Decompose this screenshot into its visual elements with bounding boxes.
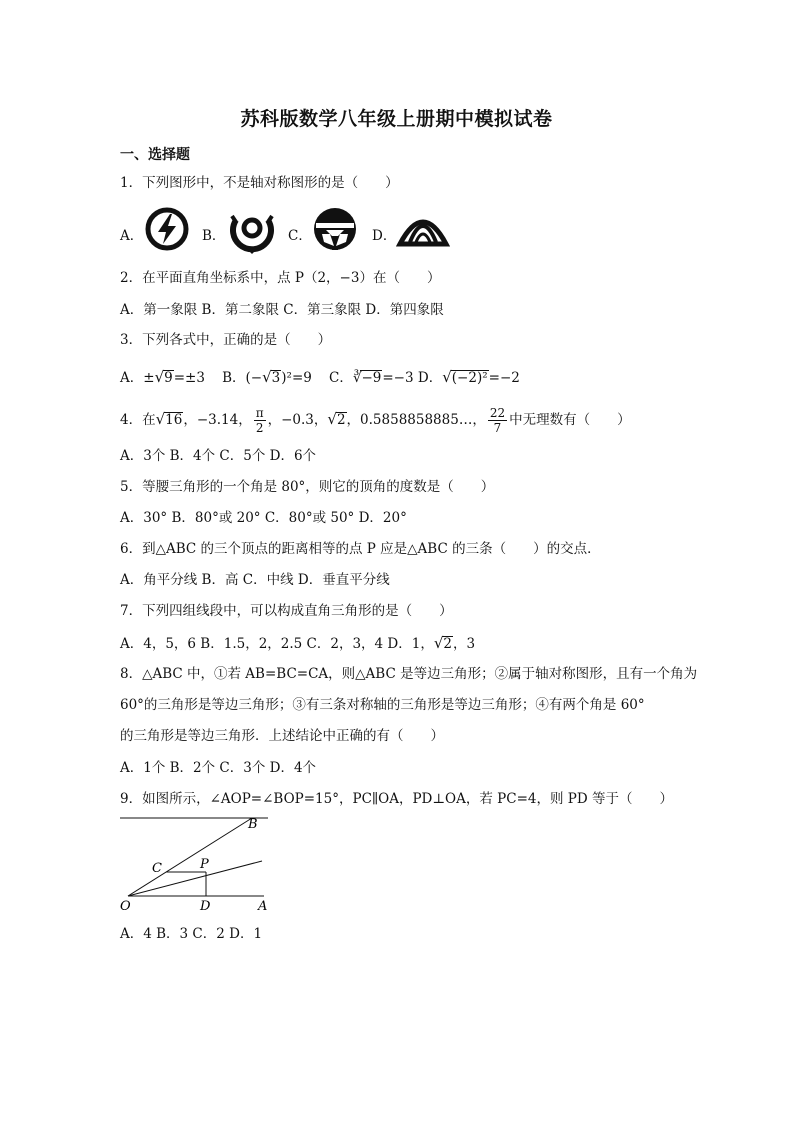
option-b-radicand: 3 xyxy=(271,370,281,386)
radical-sign: √ xyxy=(154,368,165,386)
label-b: B xyxy=(248,817,258,832)
fraction-numerator: 22 xyxy=(489,406,506,420)
radical-sign: √ xyxy=(155,410,166,428)
ring-arc-icon xyxy=(228,206,276,256)
question-3-options xyxy=(120,368,520,387)
question-8-options: A．1个 B．2个 C．3个 D．4个 xyxy=(120,760,317,776)
q4-text-3: ，0.5858858885…， xyxy=(346,412,486,428)
question-2-options: A．第一象限 B．第二象限 C．第三象限 D．第四象限 xyxy=(120,302,444,318)
radical-sign: √ xyxy=(433,634,444,652)
label-c: C xyxy=(152,861,162,876)
option-b-label: B． xyxy=(202,228,226,244)
option-c-label: C． xyxy=(288,228,312,244)
question-2-stem: 2．在平面直角坐标系中，点 P（2，−3）在（ ） xyxy=(120,270,441,286)
question-7-options xyxy=(120,634,475,653)
question-5-options: A．30° B．80°或 20° C．80°或 50° D．20° xyxy=(120,510,407,526)
q4-radicand-2: 2 xyxy=(336,412,346,428)
q4-text-1: ，−3.14， xyxy=(183,412,252,428)
option-c-prefix: C．∛ xyxy=(329,370,362,386)
question-5-stem: 5．等腰三角形的一个角是 80°，则它的顶角的度数是（ ） xyxy=(120,479,495,495)
arch-triangle-icon xyxy=(396,206,450,250)
option-d-label: D． xyxy=(372,228,397,244)
option-a-suffix: =±3 xyxy=(173,370,205,386)
q4-fraction-1 xyxy=(254,406,266,435)
fraction-numerator: π xyxy=(255,406,264,420)
question-8-line-1: 8．△ABC 中，①若 AB=BC=CA，则△ABC 是等边三角形；②属于轴对称图形，且有一个角为 xyxy=(120,666,698,682)
section-heading: 一、选择题 xyxy=(120,147,190,163)
q4-text-2: ，−0.3， xyxy=(267,412,328,428)
angle-diagram xyxy=(116,812,276,916)
lightning-circle-icon xyxy=(144,206,190,252)
page-title: 苏科版数学八年级上册期中模拟试卷 xyxy=(240,108,553,130)
question-3-stem: 3．下列各式中，正确的是（ ） xyxy=(120,332,332,348)
option-c-radicand: −9 xyxy=(361,370,382,386)
fraction-denominator: 7 xyxy=(493,421,502,435)
question-8-line-2: 60°的三角形是等边三角形；③有三条对称轴的三角形是等边三角形；④有两个角是 60° xyxy=(120,697,645,713)
option-a-prefix: A．± xyxy=(120,370,155,386)
option-b-prefix: B．(− xyxy=(222,370,263,386)
q7-radicand: 2 xyxy=(443,636,453,652)
q4-radicand-1: 16 xyxy=(165,412,183,428)
q7-options-prefix: A．4，5，6 B．1.5，2，2.5 C．2，3，4 D．1， xyxy=(120,636,434,652)
question-7-stem: 7．下列四组线段中，可以构成直角三角形的是（ ） xyxy=(120,603,453,619)
radical-sign: √ xyxy=(442,368,452,386)
option-a-label: A． xyxy=(120,228,144,244)
q4-fraction-2 xyxy=(488,406,507,435)
label-p: P xyxy=(200,857,209,872)
option-b-suffix: )²=9 xyxy=(281,370,312,386)
hat-circle-icon xyxy=(312,206,358,252)
question-9-stem: 9．如图所示，∠AOP=∠BOP=15°，PC∥OA，PD⊥OA，若 PC=4，则 PD 等于（ ） xyxy=(120,791,673,807)
option-d-suffix: =−2 xyxy=(488,370,520,386)
q4-prefix: 4．在 xyxy=(120,412,156,428)
label-d: D xyxy=(200,899,211,914)
label-a: A xyxy=(258,899,268,914)
question-6-options: A．角平分线 B．高 C．中线 D．垂直平分线 xyxy=(120,572,390,588)
question-9-options: A．4 B．3 C．2 D．1 xyxy=(120,926,263,942)
radical-sign: √ xyxy=(327,410,337,428)
option-c-suffix: =−3 xyxy=(382,370,414,386)
label-o: O xyxy=(120,899,131,914)
ray-op xyxy=(128,861,262,896)
q7-options-suffix: ，3 xyxy=(453,636,476,652)
fraction-denominator: 2 xyxy=(255,421,264,435)
question-8-line-3: 的三角形是等边三角形．上述结论中正确的有（ ） xyxy=(120,728,444,744)
q4-suffix: 中无理数有（ ） xyxy=(509,412,631,428)
ray-ob xyxy=(128,818,252,896)
question-1-stem: 1．下列图形中，不是轴对称图形的是（ ） xyxy=(120,175,399,191)
question-4-stem xyxy=(120,406,631,435)
radical-sign: √ xyxy=(262,368,272,386)
option-d-prefix: D． xyxy=(417,370,443,386)
question-6-stem: 6．到△ABC 的三个顶点的距离相等的点 P 应是△ABC 的三条（ ）的交点． xyxy=(120,541,601,557)
option-a-radicand: 9 xyxy=(164,370,173,386)
question-4-options: A．3个 B．4个 C．5个 D．6个 xyxy=(120,448,317,464)
question-1-options xyxy=(120,206,440,258)
option-d-radicand: (−2)² xyxy=(451,370,488,386)
